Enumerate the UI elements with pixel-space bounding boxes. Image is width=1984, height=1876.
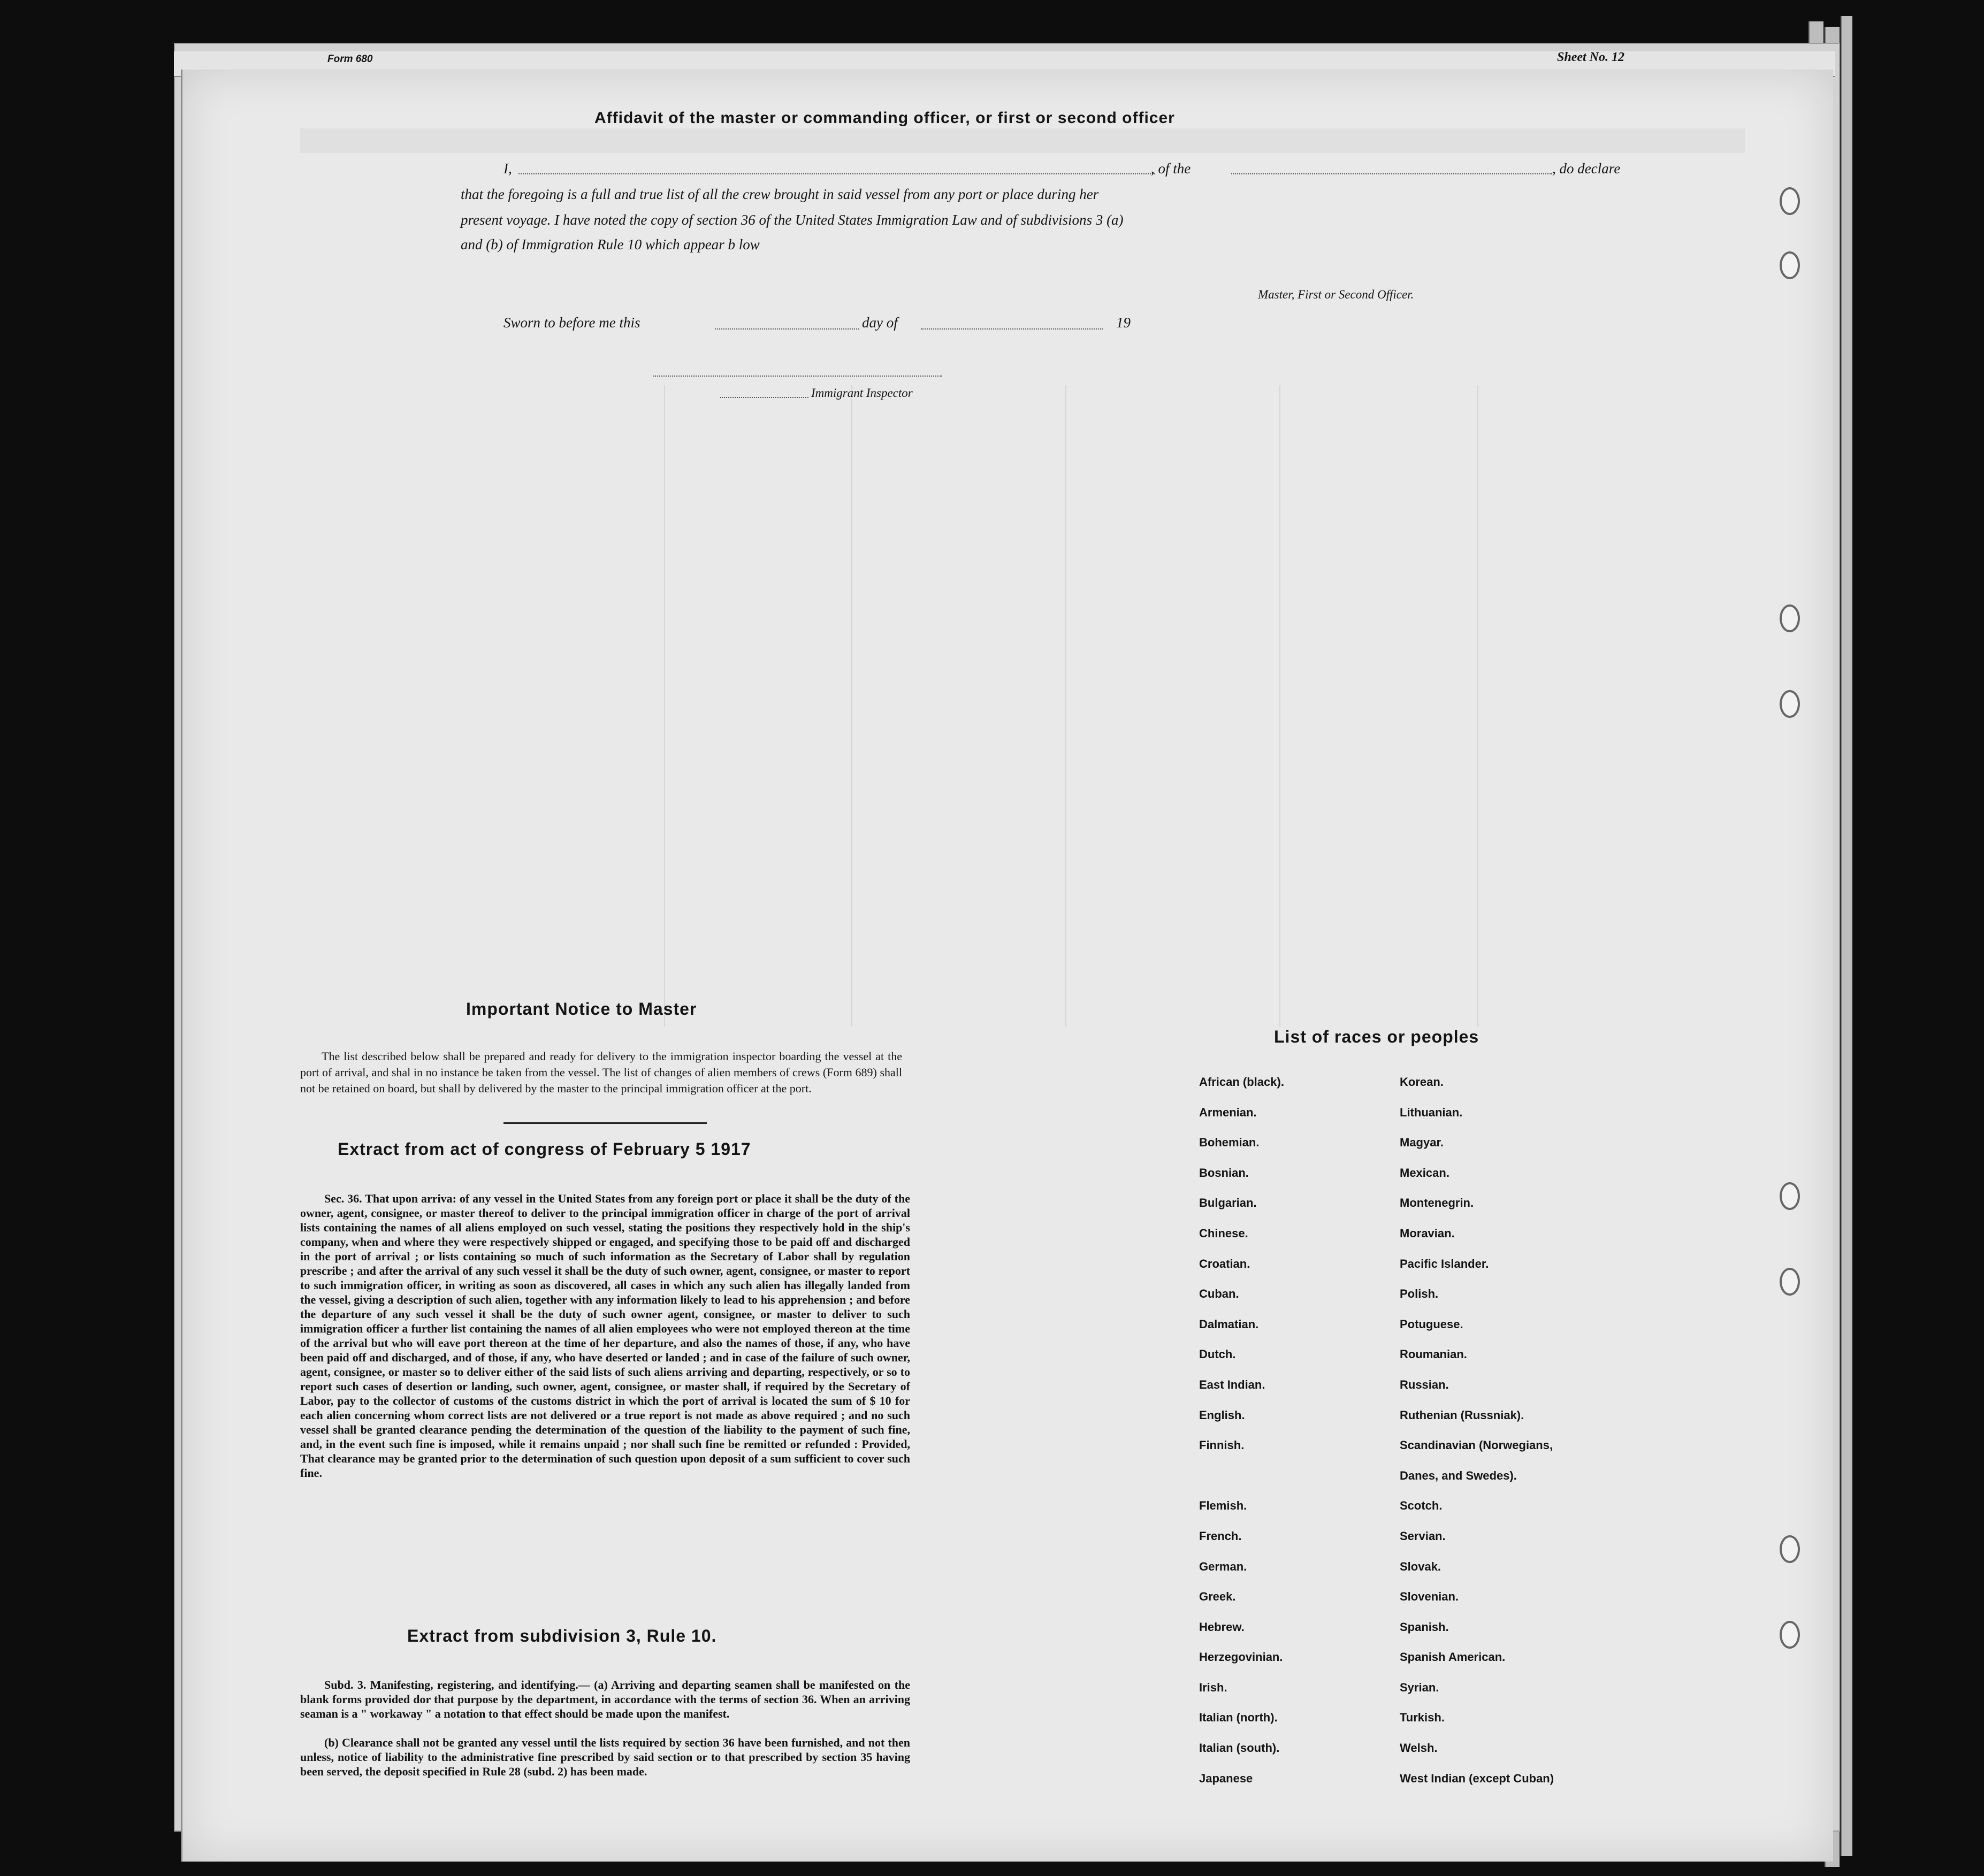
race-item: Dutch. (1199, 1347, 1236, 1361)
race-item: Pacific Islander. (1400, 1257, 1489, 1270)
binder-hole (1780, 187, 1800, 215)
race-item: Montenegrin. (1400, 1196, 1474, 1210)
sworn-text: Sworn to before me this (503, 315, 640, 331)
race-item: Welsh. (1400, 1741, 1438, 1755)
race-item: Bohemian. (1199, 1136, 1260, 1150)
races-right-column (1400, 1075, 1624, 1802)
binder-hole (1780, 1535, 1800, 1563)
race-item: Greek. (1199, 1590, 1236, 1604)
race-item: French. (1199, 1529, 1242, 1543)
race-item: Turkish. (1400, 1711, 1445, 1725)
race-item: Spanish American. (1400, 1650, 1506, 1664)
act-title: Extract from act of congress of February 5 1917 (338, 1139, 751, 1159)
affidavit-title: Affidavit of the master or commanding officer, or first or second officer (594, 109, 1175, 127)
race-item: Korean. (1400, 1075, 1444, 1089)
master-signature-label: Master, First or Second Officer. (1258, 288, 1414, 301)
binder-hole (1780, 1621, 1800, 1649)
race-item: Dalmatian. (1199, 1317, 1259, 1331)
inspector-signature-line-2 (720, 397, 808, 398)
bleed-through-rule (664, 385, 665, 1027)
race-item: Italian (north). (1199, 1711, 1278, 1725)
binder-hole (1780, 1268, 1800, 1296)
race-item: Mexican. (1400, 1166, 1449, 1180)
races-title: List of races or peoples (1274, 1027, 1479, 1046)
race-item: Slovak. (1400, 1559, 1441, 1573)
binder-hole (1780, 1182, 1800, 1210)
race-item: East Indian. (1199, 1377, 1265, 1391)
race-item: Danes, and Swedes). (1400, 1468, 1517, 1482)
race-item: Hebrew. (1199, 1620, 1245, 1634)
sworn-year: 19 (1116, 315, 1131, 331)
manifest-page (181, 70, 1833, 1862)
section-divider (503, 1122, 707, 1124)
bleed-through-heading (300, 128, 1745, 153)
race-item: Lithuanian. (1400, 1105, 1463, 1119)
race-item: Slovenian. (1400, 1590, 1459, 1604)
affidavit-line-1 (503, 160, 1670, 177)
race-item: English. (1199, 1408, 1245, 1422)
sworn-month-line (921, 328, 1103, 330)
vessel-name-line (1231, 173, 1552, 174)
race-item: Finnish. (1199, 1438, 1245, 1452)
affidavit-declare: , do declare (1552, 160, 1621, 177)
race-item: Spanish. (1400, 1620, 1449, 1634)
race-item: Potuguese. (1400, 1317, 1463, 1331)
races-left-column (1199, 1075, 1386, 1802)
race-item: Roumanian. (1400, 1347, 1467, 1361)
race-item: Servian. (1400, 1529, 1446, 1543)
race-item: Bulgarian. (1199, 1196, 1257, 1210)
bleed-through-rule (851, 385, 852, 1027)
race-item: Italian (south). (1199, 1741, 1280, 1755)
race-item: Magyar. (1400, 1136, 1444, 1150)
race-item: Moravian. (1400, 1226, 1455, 1240)
sworn-day-line (715, 328, 859, 330)
race-item (1199, 1469, 1386, 1499)
affidavit-line-4: and (b) of Immigration Rule 10 which appear b low (461, 236, 760, 252)
binder-hole (1780, 690, 1800, 718)
affidavit-line-3: present voyage. I have noted the copy of section 36 of the United States Immigration Law and of subdivisions 3 (a) (461, 212, 1124, 228)
race-item: Ruthenian (Russniak). (1400, 1408, 1524, 1422)
bleed-through-rule (1279, 385, 1280, 1027)
bleed-through-rule (1065, 385, 1066, 1027)
inspector-label: Immigrant Inspector (811, 386, 913, 400)
race-item: Scotch. (1400, 1499, 1443, 1513)
race-item: Russian. (1400, 1377, 1449, 1391)
page-stack-edge-1 (1841, 16, 1852, 1856)
notice-body: The list described below shall be prepared and ready for delivery to the immigration inspector boarding the vessel at the port of arrival, and shal in no instance be taken from the vessel. The list of changes of alien members of crews (Form 689) shall not be retained on board, but shall by delivered by the master to the principal immigration officer at the port. (300, 1050, 902, 1095)
inspector-signature-line (653, 376, 942, 377)
race-item: German. (1199, 1559, 1247, 1573)
affidavit-i-label: I, (503, 160, 512, 177)
race-item: Herzegovinian. (1199, 1650, 1283, 1664)
race-item: Cuban. (1199, 1287, 1239, 1301)
rule-title: Extract from subdivision 3, Rule 10. (407, 1626, 717, 1645)
act-body: Sec. 36. That upon arriva: of any vessel in the United States from any foreign port or place it shall be the duty of the owner, agent, consignee, or master thereof to deliver to the principal immigration officer in charge of the port of arrival lists containing the names of all aliens employed on such vessel, stating the positions they respectively hold in the ship's company, when and where they were respectively shipped or engaged, and specifying those to be paid off and discharged in the port of arrival ; or lists containing so much of such information as the Secretary of Labor shall by regulation prescribe ; and after the arrival of any such vessel it shall be the duty of such owner, agent, consignee, or master to report to such immigration officer, in writing as soon as discovered, all cases in which any such alien has illegally landed from the vessel, giving a description of such alien, together with any information likely to lead to his apprehension ; and before the departure of any such vessel it shall be the duty of such owner agent, consignee, or master to deliver to such immigration officer a further list containing the names of all alien employees who were not employed thereon at the time of the arrival but who will eave port thereon at the time of her departure, and also the names of those, if any, who have been paid off and discharged, and of those, if any, who have deserted or landed ; and in case of the failure of such owner, agent, consignee, or master so to deliver either of the said lists of such aliens arriving and departing, respectively, or so to report such cases of desertion or landing, such owner, agent, consignee, or master shall, if required by the Secretary of Labor, pay to the collector of customs of the customs district in which the port of arrival is located the sum of $ 10 for each alien concerning whom correct lists are not delivered or a true report is not made as above required ; and no such vessel shall be granted clearance pending the determination of the question of the liability to the payment of such fine, and, in the event such fine is imposed, while it remains unpaid ; nor shall such fine be remitted or refunded : Provided, That clearance may be granted prior to the determination of such question upon deposit of a sum sufficient to cover such fine. (300, 1192, 910, 1480)
race-item: Japanese (1199, 1771, 1253, 1785)
notice-title: Important Notice to Master (466, 999, 697, 1019)
sheet-number: Sheet No. 12 (1557, 50, 1624, 64)
sworn-day-of: day of (862, 315, 898, 331)
form-number: Form 680 (327, 53, 373, 65)
affidavit-line-2: that the foregoing is a full and true list of all the crew brought in said vessel from any port or place during her (461, 186, 1099, 202)
race-item: West Indian (except Cuban) (1400, 1771, 1554, 1785)
master-name-line (518, 173, 1155, 174)
race-item: Scandinavian (Norwegians, (1400, 1438, 1553, 1452)
affidavit-of-the: , of the (1151, 160, 1191, 177)
rule-body-a: Subd. 3. Manifesting, registering, and identifying.— (a) Arriving and departing seamen shall be manifested on the blank forms provided dor that purpose by the department, in accordance with the terms of section 36. When an arriving seaman is a " workaway " a notation to that effect should be made upon the manifest. (300, 1678, 910, 1720)
race-item: Flemish. (1199, 1499, 1247, 1513)
race-item: Chinese. (1199, 1226, 1248, 1240)
race-item: Armenian. (1199, 1105, 1257, 1119)
race-item: Irish. (1199, 1680, 1227, 1694)
rule-body-b: (b) Clearance shall not be granted any vessel until the lists required by section 36 have been furnished, and not then unless, notice of liability to the administrative fine prescribed by said section or to that prescribed by section 35 having been served, the deposit specified in Rule 28 (subd. 2) has been made. (300, 1736, 910, 1778)
race-item: Croatian. (1199, 1257, 1250, 1270)
race-item: Bosnian. (1199, 1166, 1249, 1180)
race-item: Syrian. (1400, 1680, 1439, 1694)
binder-hole (1780, 251, 1800, 279)
race-item: African (black). (1199, 1075, 1284, 1089)
bleed-through-rule (1477, 385, 1478, 1027)
race-item: Polish. (1400, 1287, 1439, 1301)
binder-hole (1780, 604, 1800, 632)
